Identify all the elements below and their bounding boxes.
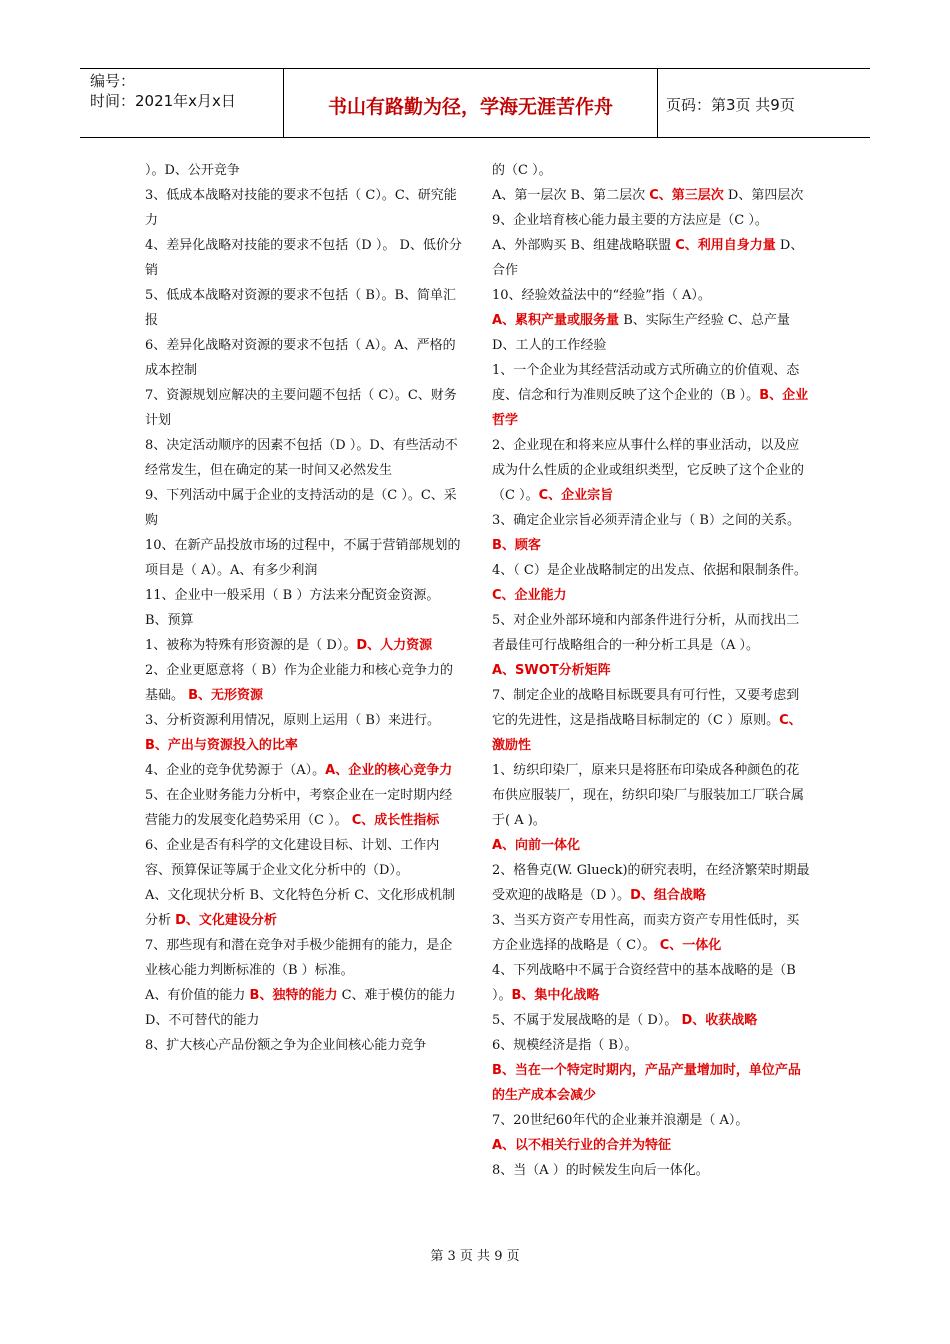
question-text: 5、在企业财务能力分析中，考察企业在一定时期内经营能力的发展变化趋势采用（C ）。 xyxy=(145,788,453,828)
question-paragraph xyxy=(492,1033,812,1058)
question-paragraph xyxy=(492,283,812,308)
question-text: 4、差异化战略对技能的要求不包括（D ）。 D、低价分销 xyxy=(145,238,462,278)
question-text: 6、企业是否有科学的文化建设目标、计划、工作内容、预算保证等属于企业文化分析中的（D）。 xyxy=(145,838,440,878)
question-paragraph xyxy=(145,433,463,483)
question-text: D、第四层次 xyxy=(723,188,804,203)
question-paragraph xyxy=(492,358,812,433)
question-paragraph xyxy=(492,1158,812,1183)
question-paragraph xyxy=(492,208,812,233)
question-text: 10、经验效益法中的“经验”指（ A）。 xyxy=(492,288,711,303)
number-label: 编号： xyxy=(90,72,136,90)
question-paragraph xyxy=(492,158,812,183)
question-paragraph xyxy=(145,783,463,833)
question-text: 9、企业培育核心能力最主要的方法应是（C ）。 xyxy=(492,213,768,228)
question-paragraph xyxy=(145,233,463,283)
question-paragraph xyxy=(492,908,812,958)
question-text: 7、那些现有和潜在竞争对手极少能拥有的能力，是企业核心能力判断标准的（B ）标准。 xyxy=(145,938,453,978)
question-paragraph xyxy=(145,158,463,183)
question-paragraph xyxy=(145,583,463,608)
question-paragraph xyxy=(492,308,812,358)
question-paragraph xyxy=(145,183,463,233)
question-text: 3、分析资源利用情况，原则上运用（ B）来进行。 xyxy=(145,713,440,728)
question-paragraph xyxy=(492,1108,812,1133)
question-text: A、文化现状分析 B、文化特色分析 C、文化形成机制分析 xyxy=(145,888,456,928)
question-paragraph xyxy=(145,708,463,733)
question-text: 2、企业更愿意将（ B）作为企业能力和核心竞争力的基础。 xyxy=(145,663,453,703)
answer-text: D、收获战略 xyxy=(681,1013,758,1028)
question-text: 4、企业的竞争优势源于（A）。 xyxy=(145,763,326,778)
header-info-cell xyxy=(80,69,284,137)
answer-text: B、集中化战略 xyxy=(511,988,600,1003)
answer-text: B、产出与资源投入的比率 xyxy=(145,738,298,753)
question-text: 7、资源规划应解决的主要问题不包括（ C）。C、财务计划 xyxy=(145,388,457,428)
question-text: 5、不属于发展战略的是（ D）。 xyxy=(492,1013,682,1028)
answer-text: A、向前一体化 xyxy=(492,838,581,853)
question-text: A、第一层次 B、第二层次 xyxy=(492,188,650,203)
question-text: C、难于模仿的能力 D、不可替代的能力 xyxy=(145,988,456,1028)
question-paragraph xyxy=(492,683,812,758)
question-text: 10、在新产品投放市场的过程中，不属于营销部规划的项目是（ A）。A、有多少利润 xyxy=(145,538,461,578)
question-paragraph xyxy=(145,1033,463,1058)
question-paragraph xyxy=(492,183,812,208)
answer-text: C、激励性 xyxy=(492,713,802,753)
answer-text: C、成长性指标 xyxy=(351,813,440,828)
page-footer: 第 3 页 共 9 页 xyxy=(430,1249,520,1264)
question-text: 5、低成本战略对资源的要求不包括（ B）。B、简单汇报 xyxy=(145,288,457,328)
answer-text: A、SWOT分析矩阵 xyxy=(492,663,611,678)
question-paragraph xyxy=(145,633,463,658)
answer-text: B、企业哲学 xyxy=(492,388,809,428)
answer-text: D、人力资源 xyxy=(356,638,433,653)
question-text: 6、规模经济是指（ B）。 xyxy=(492,1038,638,1053)
question-text: 6、差异化战略对资源的要求不包括（ A）。A、严格的成本控制 xyxy=(145,338,456,378)
page-header xyxy=(80,68,870,138)
question-paragraph xyxy=(492,658,812,683)
question-text: B、实际生产经验 C、总产量 D、工人的工作经验 xyxy=(492,313,790,353)
question-paragraph xyxy=(492,433,812,508)
answer-text: A、以不相关行业的合并为特征 xyxy=(492,1138,672,1153)
question-text: 7、制定企业的战略目标既要具有可行性，又要考虑到它的先进性，这是指战略目标制定的（C ）原则。 xyxy=(492,688,800,728)
answer-text: B、当在一个特定时期内，产品产量增加时，单位产品的生产成本会减少 xyxy=(492,1063,801,1103)
question-text: 3、低成本战略对技能的要求不包括（ C）。C、研究能力 xyxy=(145,188,457,228)
question-text: 3、当买方资产专用性高，而卖方资产专用性低时，买方企业选择的战略是（ C）。 xyxy=(492,913,800,953)
question-text: 8、决定活动顺序的因素不包括（D ）。D、有些活动不经常发生，但在确定的某一时间又必然发生 xyxy=(145,438,458,478)
question-paragraph xyxy=(145,483,463,533)
question-paragraph xyxy=(145,383,463,433)
answer-text: C、利用自身力量 xyxy=(675,238,776,253)
question-paragraph xyxy=(145,608,463,633)
question-text: 11、企业中一般采用（ B ）方法来分配资金资源。 xyxy=(145,588,440,603)
question-text: 3、确定企业宗旨必须弄清企业与（ B）之间的关系。 xyxy=(492,513,800,528)
question-text: 4、（ C）是企业战略制定的出发点、依据和限制条件。 xyxy=(492,563,807,578)
answer-text: D、文化建设分析 xyxy=(175,913,277,928)
question-text: 8、当（A ）的时候发生向后一体化。 xyxy=(492,1163,709,1178)
question-text: 4、下列战略中不属于合资经营中的基本战略的是（B ）。 xyxy=(492,963,796,1003)
question-paragraph xyxy=(492,833,812,858)
answer-text: B、顾客 xyxy=(492,538,541,553)
question-paragraph xyxy=(145,833,463,883)
question-paragraph xyxy=(145,883,463,933)
answer-text: C、一体化 xyxy=(659,938,722,953)
question-text: A、有价值的能力 xyxy=(145,988,250,1003)
question-text: ）。D、公开竞争 xyxy=(145,163,240,178)
question-text: 1、纺织印染厂，原来只是将胚布印染成各种颜色的花布供应服装厂，现在，纺织印染厂与服装加工厂联合属于( A )。 xyxy=(492,763,805,828)
question-paragraph xyxy=(492,1008,812,1033)
right-column xyxy=(492,158,812,1183)
question-paragraph xyxy=(492,558,812,608)
question-paragraph xyxy=(145,333,463,383)
question-paragraph xyxy=(145,758,463,783)
question-paragraph xyxy=(492,758,812,833)
time-label: 时间：2021年x月x日 xyxy=(90,92,236,110)
answer-text: A、累积产量或服务量 xyxy=(492,313,620,328)
question-text: A、外部购买 B、组建战略联盟 xyxy=(492,238,676,253)
answer-text: A、企业的核心竞争力 xyxy=(325,763,453,778)
answer-text: B、无形资源 xyxy=(188,688,264,703)
question-paragraph xyxy=(492,608,812,658)
question-text: 9、下列活动中属于企业的支持活动的是（C ）。C、采购 xyxy=(145,488,457,528)
question-paragraph xyxy=(492,233,812,283)
question-paragraph xyxy=(492,958,812,1008)
question-paragraph xyxy=(145,658,463,708)
question-paragraph xyxy=(492,1058,812,1108)
question-text: 2、格鲁克(W. Glueck)的研究表明，在经济繁荣时期最受欢迎的战略是（D ）。 xyxy=(492,863,810,903)
answer-text: C、企业宗旨 xyxy=(538,488,614,503)
question-text: 的（C ）。 xyxy=(492,163,552,178)
question-paragraph xyxy=(145,983,463,1033)
question-text: 5、对企业外部环境和内部条件进行分析，从而找出二者最佳可行战略组合的一种分析工具是（A ）。 xyxy=(492,613,800,653)
question-text: 1、被称为特殊有形资源的是（ D）。 xyxy=(145,638,357,653)
question-paragraph xyxy=(145,933,463,983)
motto: 书山有路勤为径，学海无涯苦作舟 xyxy=(284,69,658,137)
answer-text: C、企业能力 xyxy=(492,588,567,603)
answer-text: C、第三层次 xyxy=(649,188,724,203)
question-text: 8、扩大核心产品份额之争为企业间核心能力竞争 xyxy=(145,1038,427,1053)
question-paragraph xyxy=(145,283,463,333)
question-paragraph xyxy=(145,533,463,583)
question-text: 1、一个企业为其经营活动或方式所确立的价值观、态度、信念和行为准则反映了这个企业的（B ）。 xyxy=(492,363,800,403)
question-paragraph xyxy=(492,508,812,558)
answer-text: B、独特的能力 xyxy=(249,988,338,1003)
question-paragraph xyxy=(492,858,812,908)
question-text: D、合作 xyxy=(492,238,804,278)
answer-text: D、组合战略 xyxy=(630,888,706,903)
question-paragraph xyxy=(145,733,463,758)
left-column xyxy=(145,158,463,1058)
page-number-label: 页码：第3页 共9页 xyxy=(666,96,795,114)
question-paragraph xyxy=(492,1133,812,1158)
question-text: 2、企业现在和将来应从事什么样的事业活动，以及应成为什么性质的企业或组织类型，它反映了这个企业的（C ）。 xyxy=(492,438,805,503)
question-text: 7、20世纪60年代的企业兼并浪潮是（ A）。 xyxy=(492,1113,749,1128)
question-text: B、预算 xyxy=(145,613,194,628)
